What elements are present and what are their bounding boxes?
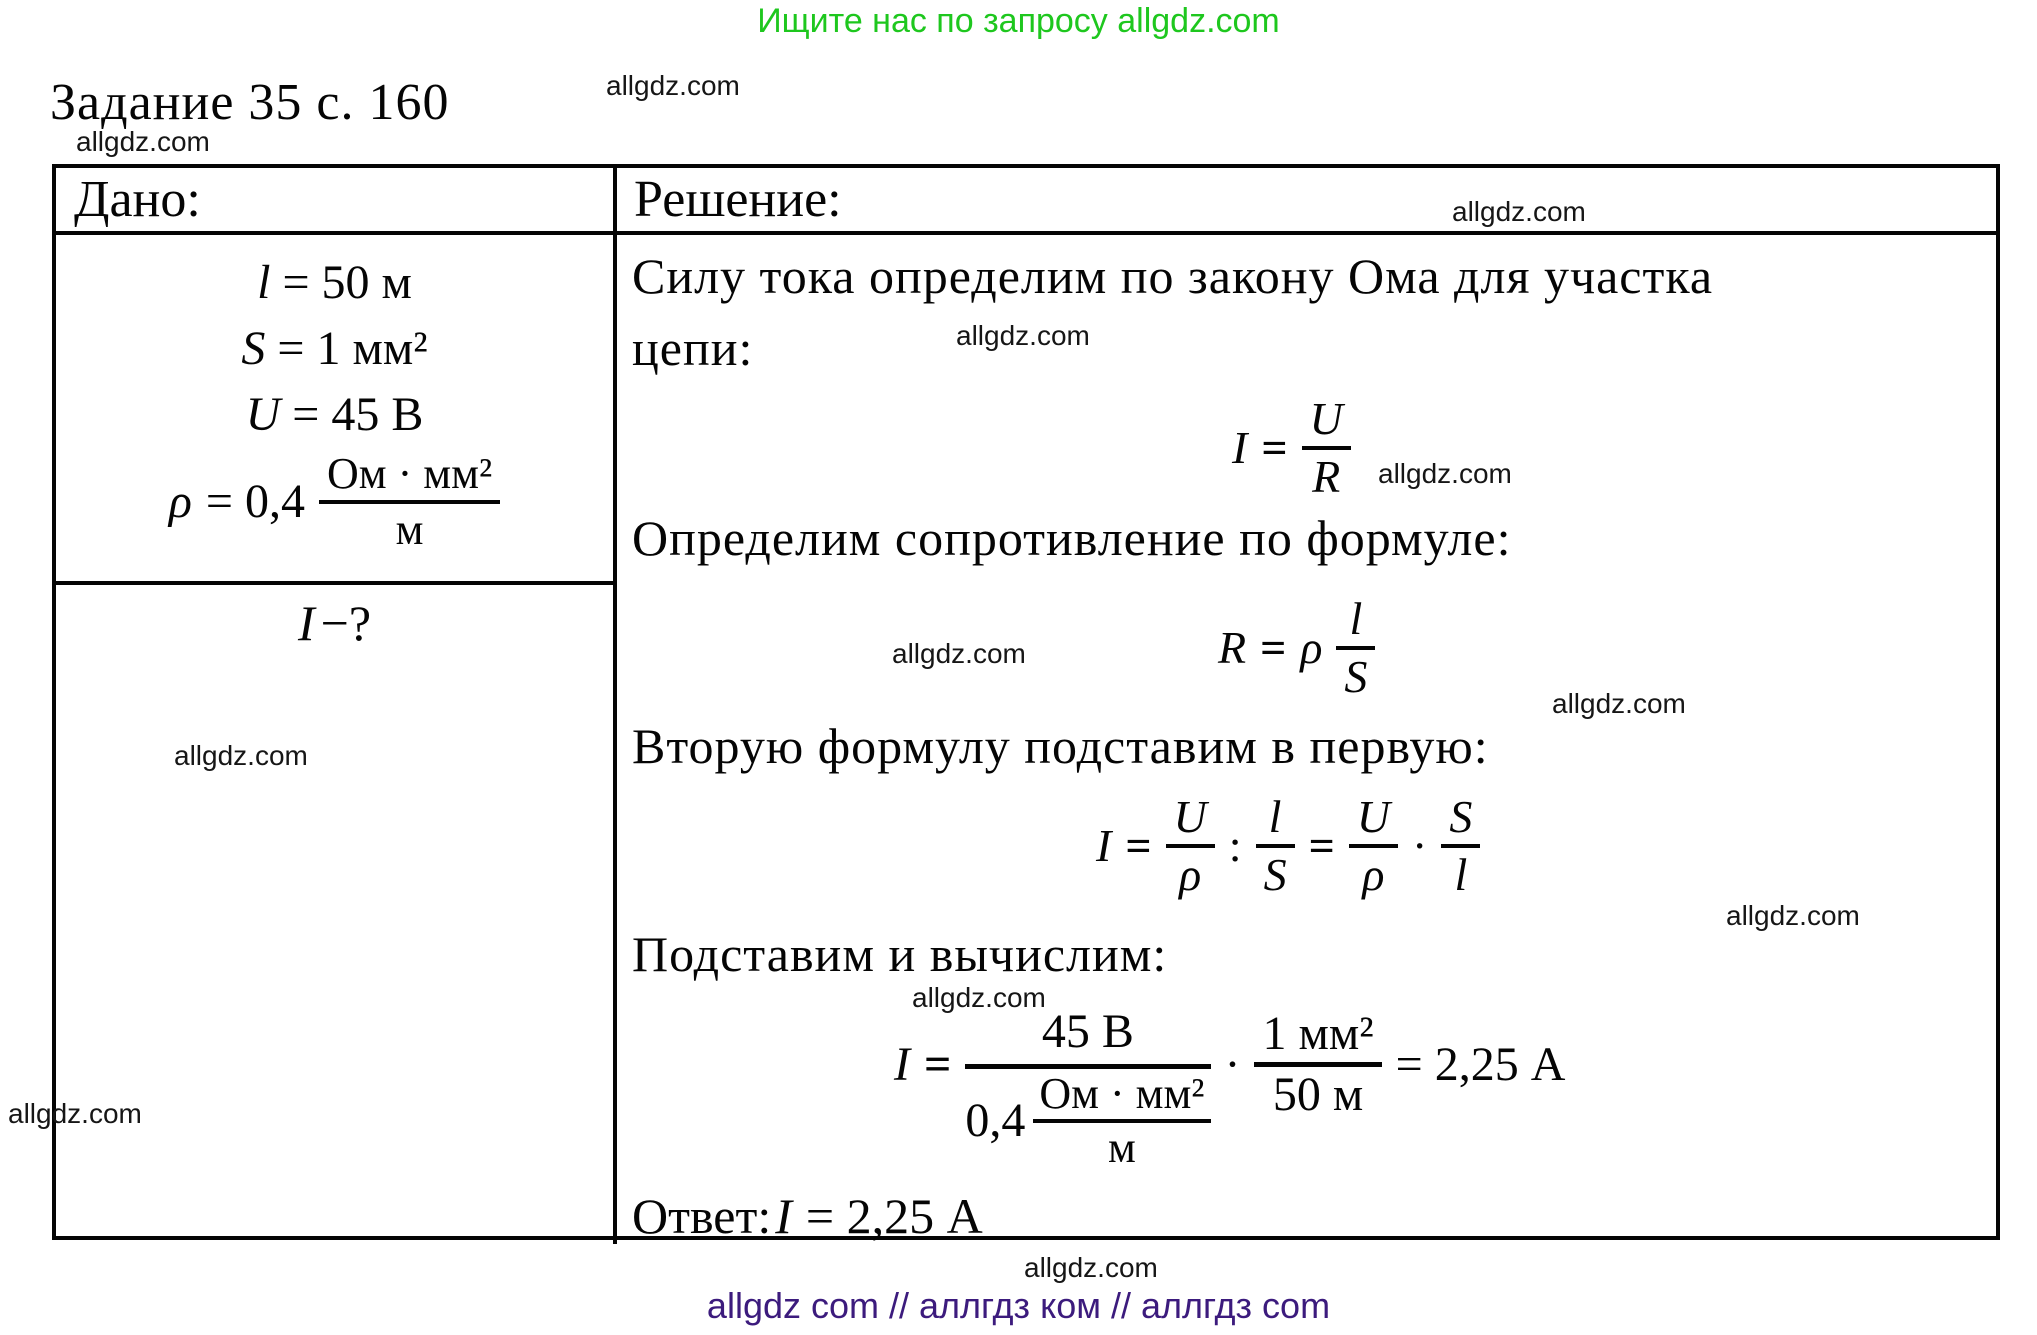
fraction-s-over-l (1441, 790, 1480, 902)
length-symbol: l (257, 256, 271, 309)
site-banner: Ищите нас по запросу allgdz.com (757, 2, 1280, 40)
subfraction-numerator: Ом · мм² (1039, 1069, 1205, 1118)
denominator-coefficient: 0,4 (965, 1094, 1026, 1147)
formula-substitution (1096, 790, 1480, 902)
watermark: allgdz.com (174, 740, 308, 771)
multiplication-dot: · (1224, 1037, 1241, 1091)
denominator: l (1454, 849, 1468, 900)
solution-header: Решение: (634, 171, 842, 228)
numerator: U (1309, 393, 1343, 444)
given-header: Дано: (74, 171, 201, 228)
numerator: U (1173, 791, 1207, 842)
watermark: allgdz.com (1452, 196, 1586, 227)
question-mark: −? (320, 595, 372, 651)
denominator: S (1263, 849, 1287, 900)
multiplication-dot: · (1412, 820, 1428, 871)
solution-step-1-line-1: Силу тока определим по закону Ома для участка (632, 248, 1714, 304)
solution-step-1-line-2: цепи: (632, 320, 754, 376)
numerator: l (1268, 791, 1282, 842)
fraction-l-over-s (1256, 790, 1295, 902)
equals-sign: = (1125, 820, 1152, 871)
equals-sign: = (1260, 622, 1287, 673)
watermark: allgdz.com (1726, 900, 1860, 931)
given-area (56, 320, 613, 378)
denominator: S (1344, 651, 1368, 702)
solution-step-4: Подставим и вычислим: (632, 926, 1168, 982)
voltage-symbol: U (245, 388, 281, 441)
resistance-symbol: R (1218, 622, 1247, 673)
watermark: allgdz.com (1024, 1252, 1158, 1283)
resistivity-unit-fraction (319, 448, 500, 556)
numerator: S (1449, 791, 1473, 842)
answer-line (632, 1186, 983, 1246)
current-symbol: I (1096, 820, 1112, 871)
fraction-u-over-r (1302, 392, 1351, 504)
fraction-u-over-rho (1349, 790, 1398, 902)
watermark: allgdz.com (892, 638, 1026, 669)
watermark: allgdz.com (912, 982, 1046, 1013)
given-length (56, 254, 613, 312)
formula-resistance (1218, 592, 1375, 704)
equals-sign: = (923, 1037, 952, 1091)
current-symbol: I (775, 1188, 792, 1244)
current-symbol: I (297, 595, 315, 651)
resistivity-coefficient: = 0,4 (205, 475, 305, 528)
equals-sign: = (1308, 820, 1335, 871)
page-title: Задание 35 с. 160 (50, 74, 450, 131)
watermark: allgdz.com (606, 70, 740, 101)
given-find-divider (56, 581, 613, 585)
area-length-fraction (1254, 1006, 1381, 1123)
equals-sign: = (1261, 422, 1288, 473)
voltage-value: = 45 В (292, 388, 424, 441)
denominator: 50 м (1272, 1068, 1364, 1121)
calculation-result: = 2,25 А (1395, 1037, 1566, 1091)
current-symbol: I (1232, 422, 1248, 473)
watermark: allgdz.com (1552, 688, 1686, 719)
answer-label: Ответ: (632, 1188, 772, 1244)
table-column-divider (613, 164, 617, 1244)
fraction-l-over-s (1336, 592, 1375, 704)
table-header-divider (52, 231, 2000, 235)
given-resistivity (56, 448, 613, 556)
denominator: R (1312, 451, 1341, 502)
numerator: U (1356, 791, 1391, 842)
footer-sites: allgdz com // аллгдз ком // аллгдз com (706, 1285, 1331, 1326)
area-value: = 1 мм² (277, 322, 428, 375)
given-find-current (56, 594, 613, 652)
main-numerator: 45 В (1041, 1005, 1134, 1058)
main-denominator (965, 1069, 1210, 1173)
solution-step-2: Определим сопротивление по формуле: (632, 510, 1512, 566)
area-symbol: S (241, 322, 266, 375)
watermark: allgdz.com (76, 126, 210, 157)
denominator: ρ (1362, 849, 1385, 900)
formula-ohms-law (1232, 392, 1351, 504)
answer-value: = 2,25 А (805, 1188, 983, 1244)
numerator: 1 мм² (1262, 1007, 1374, 1060)
length-value: = 50 м (282, 256, 412, 309)
fraction-u-over-rho (1166, 790, 1215, 902)
denominator: ρ (1179, 849, 1202, 900)
watermark: allgdz.com (1378, 458, 1512, 489)
watermark: allgdz.com (956, 320, 1090, 351)
unit-subfraction (1033, 1069, 1210, 1173)
watermark: allgdz.com (8, 1098, 142, 1129)
division-colon: : (1228, 820, 1242, 871)
resistivity-symbol: ρ (168, 475, 192, 528)
numerator: l (1349, 593, 1363, 644)
resistivity-unit-numerator: Ом · мм² (326, 449, 493, 498)
given-voltage (56, 386, 613, 444)
resistivity-unit-denominator: м (395, 505, 424, 554)
resistivity-symbol: ρ (1300, 622, 1323, 673)
subfraction-denominator: м (1108, 1123, 1136, 1172)
current-symbol: I (894, 1037, 910, 1091)
solution-step-3: Вторую формулу подставим в первую: (632, 718, 1489, 774)
